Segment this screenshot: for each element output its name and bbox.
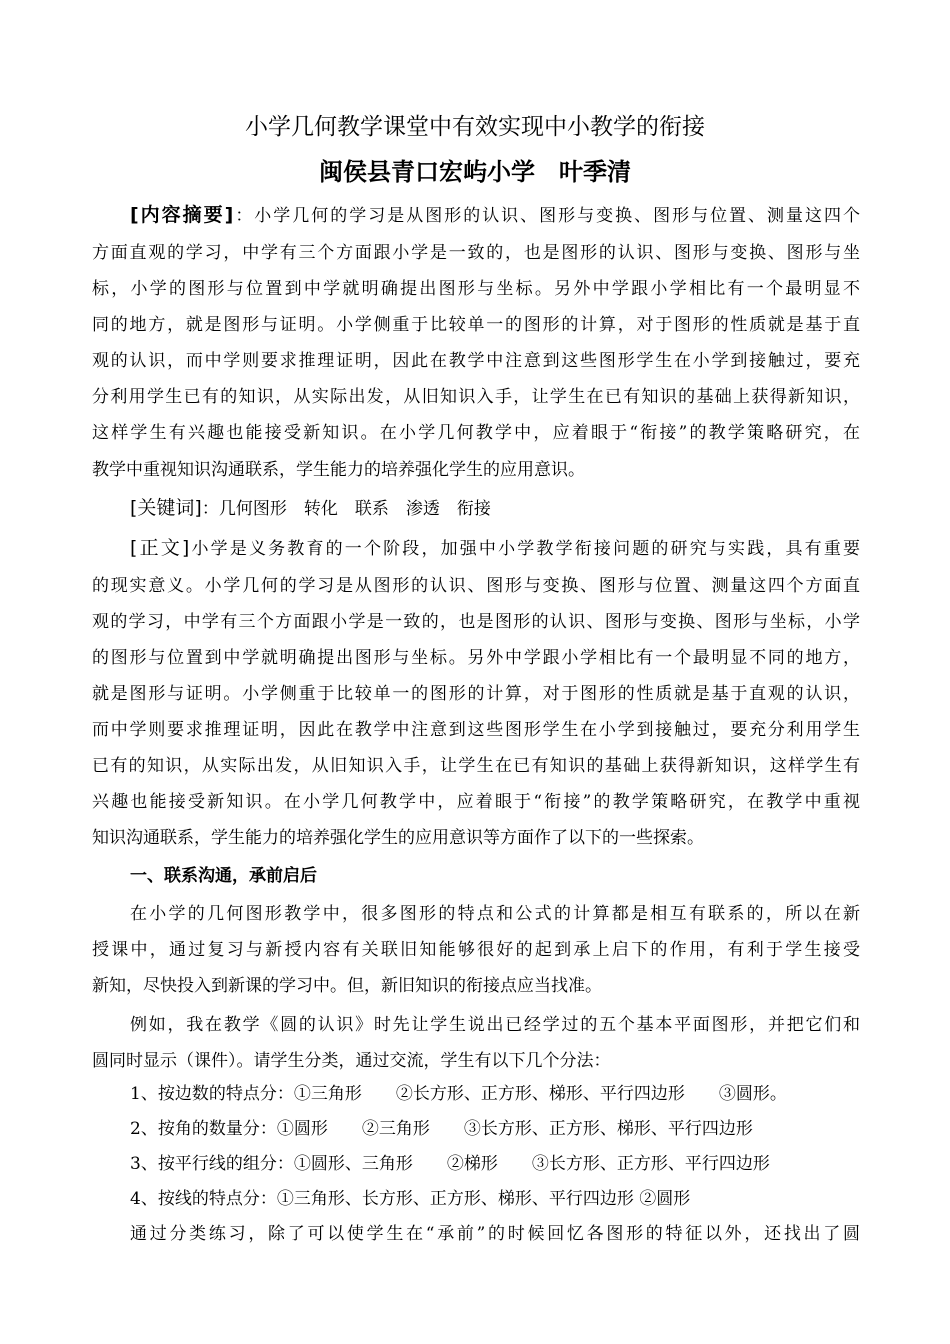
keywords-text: ：几何图形 转化 联系 渗透 衔接 [201,499,491,519]
list-item-2: 2、按角的数量分：①圆形 ②三角形 ③长方形、正方形、梯形、平行四边形 [130,1119,753,1139]
body-line-2: 的现实意义。小学几何的学习是从图形的认识、图形与变换、图形与位置、测量这四个方面直 [92,576,860,596]
body-line-3: 观的学习，中学有三个方面跟小学是一致的，也是图形的认识、图形与变换、图形与坐标，小学 [92,612,860,632]
section-para2-line-2: 圆同时显示（课件）。请学生分类，通过交流，学生有以下几个分法： [92,1051,611,1071]
body-line-9: 知识沟通联系，学生能力的培养强化学生的应用意识等方面作了以下的一些探索。 [92,828,704,848]
section-para1-line-2: 授课中，通过复习与新授内容有关联旧知能够很好的起到承上启下的作用，有利于学生接受 [92,940,860,960]
body-line-4: 的图形与位置到中学就明确提出图形与坐标。另外中学跟小学相比有一个最明显不同的地方， [92,648,860,668]
section-heading: 一、联系沟通，承前启后 [130,866,317,886]
abstract-line-8: 教学中重视知识沟通联系，学生能力的培养强化学生的应用意识。 [92,460,585,480]
abstract-line-4: 同的地方，就是图形与证明。小学侧重于比较单一的图形的计算，对于图形的性质就是基于直 [92,315,860,335]
body-line-7: 已有的知识，从实际出发，从旧知识入手，让学生在已有知识的基础上获得新知识，这样学生有 [92,756,860,776]
abstract-line-5: 观的认识，而中学则要求推理证明，因此在教学中注意到这些图形学生在小学到接触过，要充 [92,351,860,371]
abstract-line-2: 方面直观的学习，中学有三个方面跟小学是一致的，也是图形的认识、图形与变换、图形与坐 [92,243,860,263]
section-para1-line-3: 新知，尽快投入到新课的学习中。但，新旧知识的衔接点应当找准。 [92,976,602,996]
body-label: [正文] [130,537,190,559]
abstract-label: [内容摘要] [130,204,234,226]
abstract-line-1: [内容摘要]：小学几何的学习是从图形的认识、图形与变换、图形与位置、测量这四个 [130,204,861,226]
body-line-5: 就是图形与证明。小学侧重于比较单一的图形的计算，对于图形的性质就是基于直观的认识， [92,684,860,704]
abstract-line-3: 标，小学的图形与位置到中学就明确提出图形与坐标。另外中学跟小学相比有一个最明显不 [92,279,860,299]
abstract-line-6: 分利用学生已有的知识，从实际出发，从旧知识入手，让学生在已有知识的基础上获得新知识， [92,387,860,407]
section-para1-line-1: 在小学的几何图形教学中，很多图形的特点和公式的计算都是相互有联系的，所以在新 [130,904,860,924]
body-line-8: 兴趣也能接受新知识。在小学几何教学中，应着眼于“衔接”的教学策略研究，在教学中重视 [92,792,860,812]
section-para2-line-1: 例如，我在教学《圆的认识》时先让学生说出已经学过的五个基本平面图形，并把它们和 [130,1015,860,1035]
section-para3-line-1: 通过分类练习，除了可以使学生在“承前”的时候回忆各图形的特征以外，还找出了圆 [130,1224,860,1244]
keywords-line [130,496,860,521]
body-line-6: 而中学则要求推理证明，因此在教学中注意到这些图形学生在小学到接触过，要充分利用学生 [92,720,860,740]
author-line: 闽侯县青口宏屿小学 叶季清 [319,157,631,186]
list-item-3: 3、按平行线的组分：①圆形、三角形 ②梯形 ③长方形、正方形、平行四边形 [130,1154,770,1174]
list-item-1: 1、按边数的特点分：①三角形 ②长方形、正方形、梯形、平行四边形 ③圆形。 [130,1084,787,1104]
abstract-line-7: 这样学生有兴趣也能接受新知识。在小学几何教学中，应着眼于“衔接”的教学策略研究，在 [92,423,860,443]
body-line-1: [正文]小学是义务教育的一个阶段，加强中小学教学衔接问题的研究与实践，具有重要 [130,537,861,559]
document-title: 小学几何教学课堂中有效实现中小教学的衔接 [245,114,705,140]
list-item-4: 4、按线的特点分：①三角形、长方形、正方形、梯形、平行四边形 ②圆形 [130,1189,691,1209]
keywords-label: [关键词] [130,497,202,519]
